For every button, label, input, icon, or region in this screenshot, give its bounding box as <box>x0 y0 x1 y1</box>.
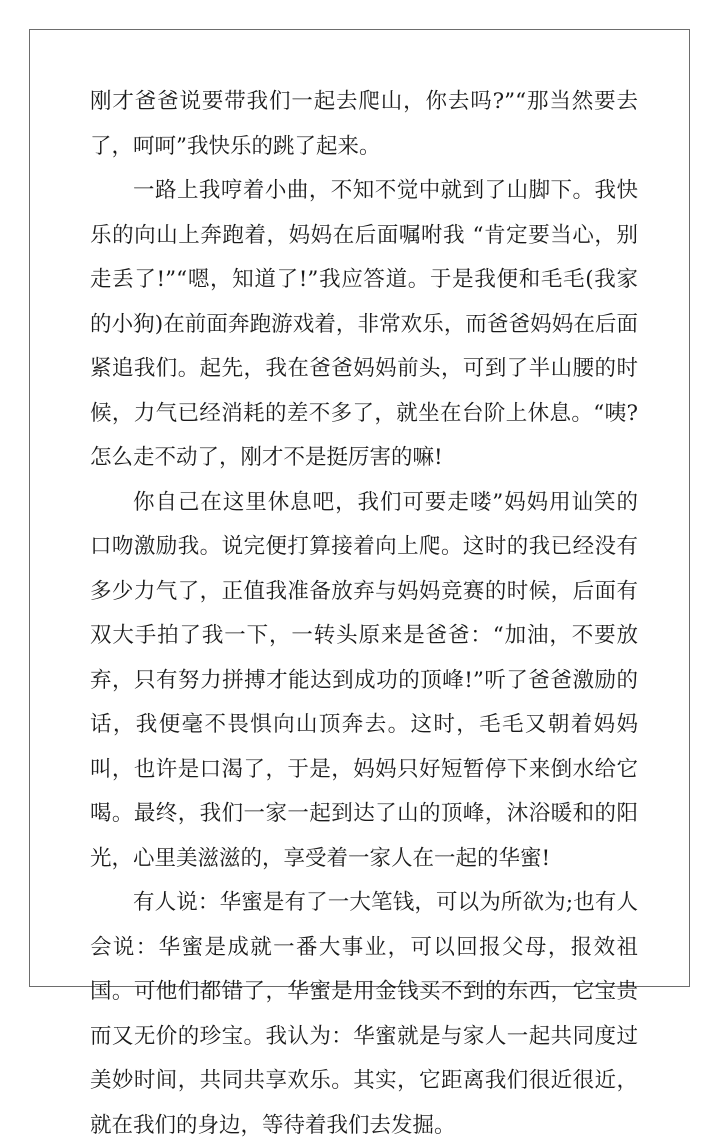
document-body <box>90 80 638 1148</box>
paragraph-1: 刚才爸爸说要带我们一起去爬山，你去吗?”“那当然要去了，呵呵”我快乐的跳了起来。 <box>90 89 638 159</box>
paragraph-3: 你自己在这里休息吧，我们可要走喽”妈妈用讪笑的口吻激励我。说完便打算接着向上爬。这时的我已经没有多少力气了，正值我准备放弃与妈妈竞赛的时候，后面有双大手拍了我一下，一转头原来是爸爸：“加油，不要放弃，只有努力拼搏才能达到成功的顶峰!”听了爸爸激励的话，我便毫不畏惧向山顶奔去。这时，毛毛又朝着妈妈叫，也许是口渴了，于是，妈妈只好短暂停下来倒水给它喝。最终，我们一家一起到达了山的顶峰，沐浴暖和的阳光，心里美滋滋的，享受着一家人在一起的华蜜! <box>90 489 638 871</box>
paragraph-2: 一路上我哼着小曲，不知不觉中就到了山脚下。我快乐的向山上奔跑着，妈妈在后面嘱咐我 “肯定要当心，别走丢了!”“嗯，知道了!”我应答道。于是我便和毛毛(我家的小狗)在前面奔跑游戏着，非常欢乐，而爸爸妈妈在后面紧追我们。起先，我在爸爸妈妈前头，可到了半山腰的时候，力气已经消耗的差不多了，就坐在台阶上休息。“咦?怎么走不动了，刚才不是挺厉害的嘛! <box>90 178 638 470</box>
paragraph-4: 有人说：华蜜是有了一大笔钱，可以为所欲为;也有人会说：华蜜是成就一番大事业，可以回报父母，报效祖国。可他们都错了，华蜜是用金钱买不到的东西，它宝贵而又无价的珍宝。我认为：华蜜就是与家人一起共同度过美妙时间，共同共享欢乐。其实，它距离我们很近很近，就在我们的身边，等待着我们去发掘。 <box>90 890 638 1138</box>
